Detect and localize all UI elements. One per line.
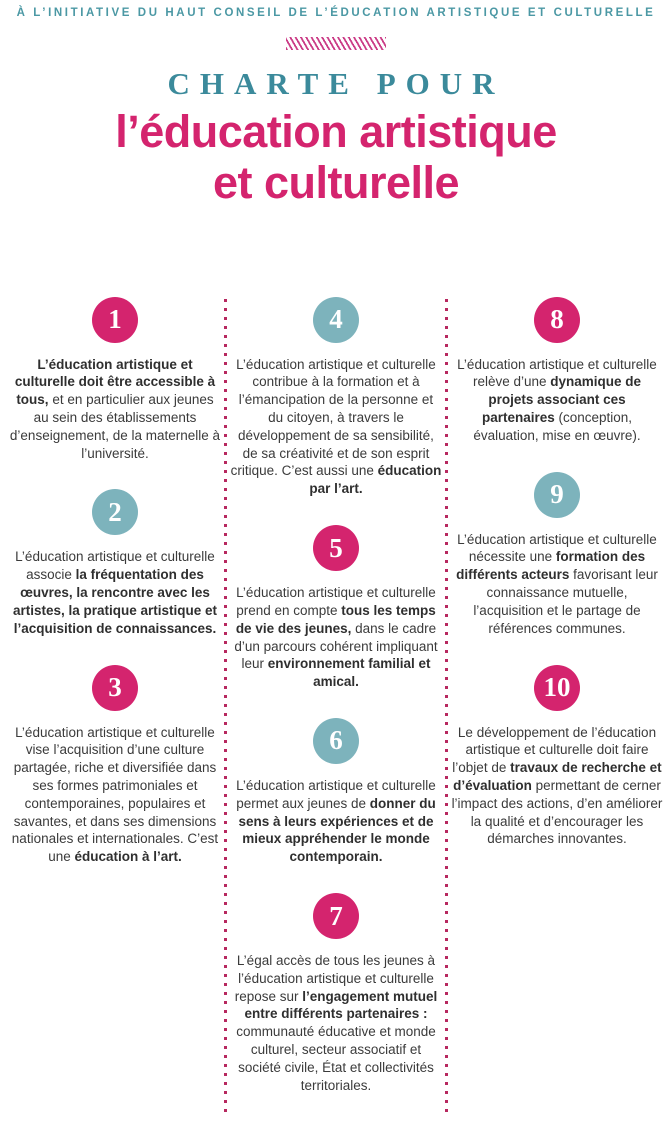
main-title xyxy=(0,106,672,209)
item-text-9: L’éducation artistique et culturelle nécessite une formation des différents acteurs favorisant leur connaissance mutuelle, l’acquisition et le partage de références communes. xyxy=(456,531,658,636)
item-number-badge-4: 4 xyxy=(313,297,359,343)
item-text-7: L’égal accès de tous les jeunes à l’éducation artistique et culturelle repose sur l’engagement mutuel entre différents partenaires : communauté éducative et monde culturel, secteur associatif et société civile, État et collectivités territoriales. xyxy=(234,953,438,1093)
item-number-badge-7: 7 xyxy=(313,893,359,939)
item-text-4: L’éducation artistique et culturelle contribue à la formation et à l’émancipation de la personne et du citoyen, à travers le développement de sa sensibilité, de sa créativité et de son esprit critique. C’est aussi une éducation par l’art. xyxy=(230,356,442,497)
dotted-separator-right xyxy=(445,299,448,1116)
column-3 xyxy=(451,297,663,1122)
item-number-badge-9: 9 xyxy=(534,472,580,518)
kicker-text: À L’INITIATIVE DU HAUT CONSEIL DE L’ÉDUCATION ARTISTIQUE ET CULTURELLE xyxy=(16,7,656,19)
item-text-3: L’éducation artistique et culturelle vise l’acquisition d’une culture partagée, riche et diversifiée dans ses formes patrimoniales et contemporaines, populaires et savantes, et dans ses dimensions nationales et internationales. C’est une éducation à l’art. xyxy=(11,724,219,865)
charter-item-8 xyxy=(451,297,663,445)
dotted-separator-left xyxy=(224,299,227,1116)
charter-item-6 xyxy=(230,718,442,866)
charter-columns xyxy=(0,297,672,1122)
item-text-5: L’éducation artistique et culturelle prend en compte tous les temps de vie des jeunes, dans le cadre d’un parcours cohérent impliquant leur environnement familial et amical. xyxy=(234,585,438,690)
charter-item-5 xyxy=(230,525,442,691)
charter-item-4 xyxy=(230,297,442,499)
charter-item-10 xyxy=(451,665,663,849)
charter-item-2 xyxy=(9,489,221,637)
charter-item-3 xyxy=(9,665,221,867)
main-title-line1: l’éducation artistique xyxy=(115,106,557,157)
item-text-6: L’éducation artistique et culturelle permet aux jeunes de donner du sens à leurs expériences et de mieux appréhender le monde contemporain. xyxy=(236,777,436,865)
item-text-8: L’éducation artistique et culturelle relève d’une dynamique de projets associant ces partenaires (conception, évaluation, mise en œuvre). xyxy=(457,356,657,443)
main-title-line2: et culturelle xyxy=(212,157,460,209)
item-text-10: Le développement de l’éducation artistique et culturelle doit faire l’objet de travaux de recherche et d’évaluation permettant de cerner l’impact des actions, d’en améliorer la qualité et d’encourager les démarches innovantes. xyxy=(451,724,663,847)
charter-item-9 xyxy=(451,472,663,638)
item-text-2: L’éducation artistique et culturelle associe la fréquentation des œuvres, la rencontre avec les artistes, la pratique artistique et l’acquisition de connaissances. xyxy=(12,549,218,636)
item-number-badge-8: 8 xyxy=(534,297,580,343)
charter-item-7 xyxy=(230,893,442,1095)
column-1 xyxy=(9,297,221,1122)
column-2 xyxy=(230,297,442,1122)
item-number-badge-6: 6 xyxy=(313,718,359,764)
hatch-stripe-decoration xyxy=(286,37,386,50)
item-text-1: L’éducation artistique et culturelle doit être accessible à tous, et en particulier aux jeunes au sein des établissements d’enseignement, de la maternelle à l’université. xyxy=(9,356,221,461)
item-number-badge-5: 5 xyxy=(313,525,359,571)
title-charte-pour: CHARTE POUR xyxy=(167,66,505,101)
item-number-badge-3: 3 xyxy=(92,665,138,711)
item-number-badge-10: 10 xyxy=(534,665,580,711)
item-number-badge-2: 2 xyxy=(92,489,138,535)
charter-item-1 xyxy=(9,297,221,463)
item-number-badge-1: 1 xyxy=(92,297,138,343)
